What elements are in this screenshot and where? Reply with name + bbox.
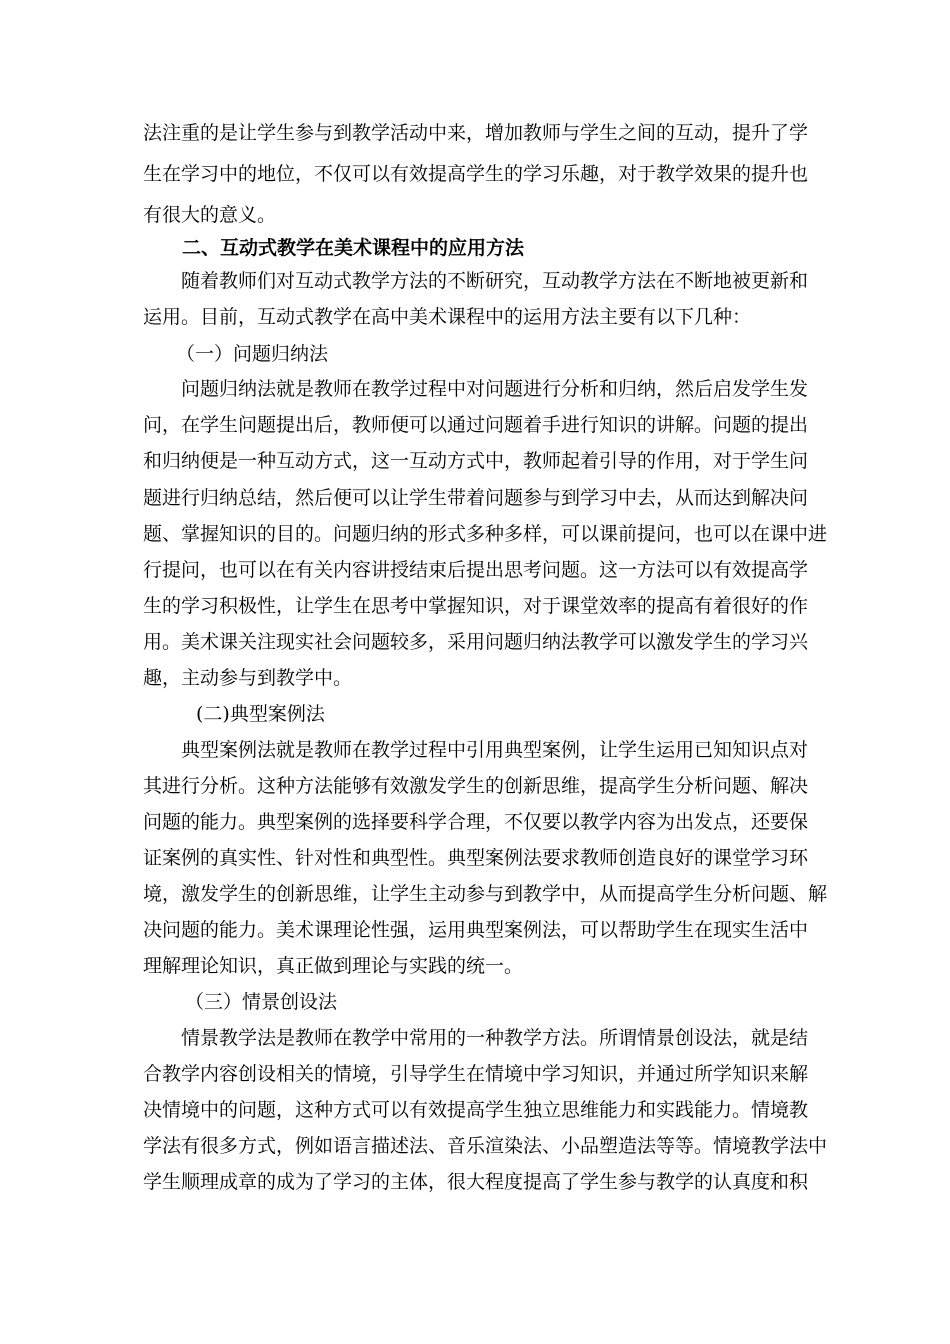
text-line: 典型案例法就是教师在教学过程中引用典型案例，让学生运用已知知识点对 xyxy=(181,739,809,761)
text-line: 境，激发学生的创新思维，让学生主动参与到教学中，从而提高学生分析问题、解 xyxy=(143,883,828,905)
text-line: 题进行归纳总结，然后便可以让学生带着问题参与到学习中去，从而达到解决问 xyxy=(143,487,809,509)
section-heading: 二、互动式教学在美术课程中的应用方法 xyxy=(182,237,525,259)
text-line: 有很大的意义。 xyxy=(143,204,277,226)
method-title: (二)典型案例法 xyxy=(196,703,325,725)
text-line: 学生顺理成章的成为了学习的主体，很大程度提高了学生参与教学的认真度和积 xyxy=(143,1171,809,1193)
text-line: 随着教师们对互动式教学方法的不断研究，互动教学方法在不断地被更新和 xyxy=(181,270,809,292)
text-line: 题、掌握知识的目的。问题归纳的形式多种多样，可以课前提问，也可以在课中进 xyxy=(143,523,828,545)
text-line: 证案例的真实性、针对性和典型性。典型案例法要求教师创造良好的课堂学习环 xyxy=(143,847,809,869)
text-line: 用。美术课关注现实社会问题较多，采用问题归纳法教学可以激发学生的学习兴 xyxy=(143,631,809,653)
text-line: 理解理论知识，真正做到理论与实践的统一。 xyxy=(143,955,524,977)
text-line: 和归纳便是一种互动方式，这一互动方式中，教师起着引导的作用，对于学生问 xyxy=(143,450,809,472)
text-line: 问题归纳法就是教师在教学过程中对问题进行分析和归纳，然后启发学生发 xyxy=(181,378,809,400)
text-line: 生的学习积极性，让学生在思考中掌握知识，对于课堂效率的提高有着很好的作 xyxy=(143,595,809,617)
text-line: 决问题的能力。美术课理论性强，运用典型案例法，可以帮助学生在现实生活中 xyxy=(143,919,809,941)
method-title: （三）情景创设法 xyxy=(185,991,338,1013)
text-line: 生在学习中的地位，不仅可以有效提高学生的学习乐趣，对于教学效果的提升也 xyxy=(143,163,809,185)
text-line: 学法有很多方式，例如语言描述法、音乐渲染法、小品塑造法等等。情境教学法中 xyxy=(143,1135,828,1157)
text-line: 决情境中的问题，这种方式可以有效提高学生独立思维能力和实践能力。情境教 xyxy=(143,1099,809,1121)
text-line: 合教学内容创设相关的情境，引导学生在情境中学习知识，并通过所学知识来解 xyxy=(143,1063,809,1085)
text-line: 问题的能力。典型案例的选择要科学合理，不仅要以教学内容为出发点，还要保 xyxy=(143,811,809,833)
text-line: 行提问，也可以在有关内容讲授结束后提出思考问题。这一方法可以有效提高学 xyxy=(143,559,809,581)
text-line: 问，在学生问题提出后，教师便可以通过问题着手进行知识的讲解。问题的提出 xyxy=(143,414,809,436)
method-title: （一）问题归纳法 xyxy=(176,343,329,365)
text-line: 其进行分析。这种方法能够有效激发学生的创新思维，提高学生分析问题、解决 xyxy=(143,775,809,797)
text-line: 法注重的是让学生参与到教学活动中来，增加教师与学生之间的互动，提升了学 xyxy=(143,122,809,144)
text-line: 情景教学法是教师在教学中常用的一种教学方法。所谓情景创设法，就是结 xyxy=(181,1027,809,1049)
text-line: 趣，主动参与到教学中。 xyxy=(143,667,353,689)
text-line: 运用。目前，互动式教学在高中美术课程中的运用方法主要有以下几种： xyxy=(143,306,752,328)
